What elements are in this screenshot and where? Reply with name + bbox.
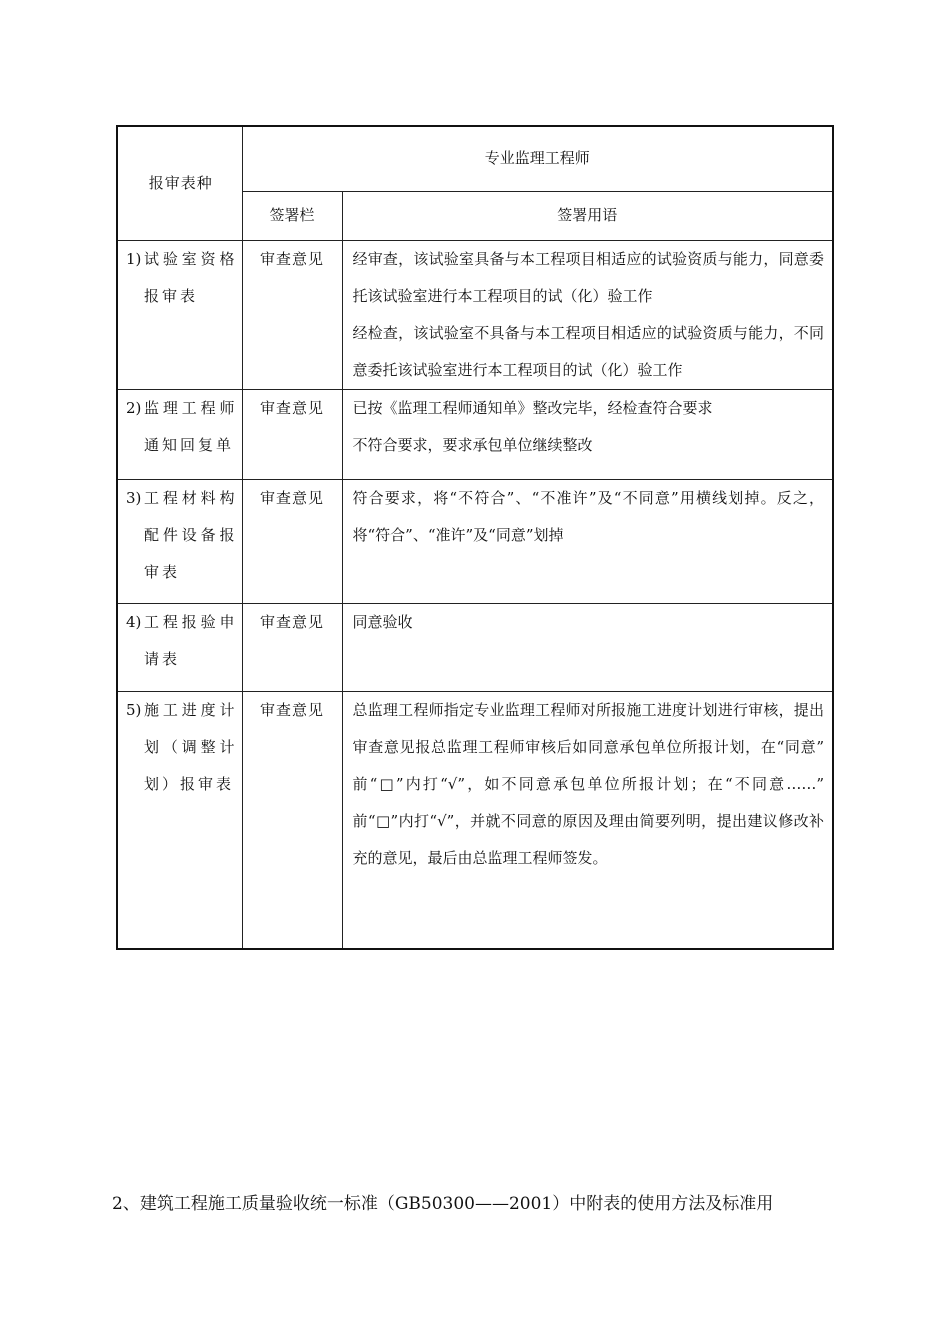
report-type-cell: 2) 监理工程师通知回复单 (117, 389, 242, 479)
report-type-cell: 1) 试验室资格报审表 (117, 240, 242, 389)
table-row (117, 603, 833, 691)
terms-column-header: 签署用语 (342, 191, 833, 240)
terms-cell (342, 603, 833, 691)
terms-paragraph: 同意验收 (352, 612, 413, 631)
terms-paragraph: 已按《监理工程师通知单》整改完毕，经检查符合要求 (352, 398, 713, 417)
report-type-cell: 4) 工程报验申请表 (117, 603, 242, 691)
table-row (117, 691, 833, 949)
terms-paragraph: 符合要求，将“不符合”、“不准许”及“不同意”用横线划掉。反之，将“符合”、“准许”及“同意”划掉 (352, 488, 825, 544)
opinion-cell: 审查意见 (242, 691, 342, 949)
terms-cell (342, 479, 833, 603)
table-row (117, 389, 833, 479)
terms-cell (342, 389, 833, 479)
opinion-cell: 审查意见 (242, 240, 342, 389)
section-heading: 2、建筑工程施工质量验收统一标准（GB50300——2001）中附表的使用方法及标准用 (112, 1194, 774, 1214)
table-row (117, 479, 833, 603)
terms-cell (342, 240, 833, 389)
terms-paragraph: 经检查，该试验室不具备与本工程项目相适应的试验资质与能力，不同意委托该试验室进行本工程项目的试（化）验工作 (352, 323, 825, 379)
opinion-cell: 审查意见 (242, 479, 342, 603)
terms-paragraph: 不符合要求，要求承包单位继续整改 (352, 435, 593, 454)
supervision-terms-table (116, 125, 834, 950)
report-type-cell: 5) 施工进度计划（调整计划）报审表 (117, 691, 242, 949)
terms-paragraph: 总监理工程师指定专业监理工程师对所报施工进度计划进行审核，提出审查意见报总监理工程师审核后如同意承包单位所报计划，在“同意” 前“□”内打“√”，如不同意承包单位所报计划；在“不同意……” 前“□”内打“√”，并就不同意的原因及理由简要列明，提出建议修改补充的意见，最后由总监理工程师签发。 (352, 700, 825, 867)
report-type-header: 报审表种 (117, 126, 242, 240)
table-header-row (117, 126, 833, 191)
engineer-header: 专业监理工程师 (242, 126, 833, 191)
terms-paragraph: 经审查，该试验室具备与本工程项目相适应的试验资质与能力，同意委托该试验室进行本工程项目的试（化）验工作 (352, 249, 825, 305)
table-row (117, 240, 833, 389)
opinion-cell: 审查意见 (242, 603, 342, 691)
opinion-cell: 审查意见 (242, 389, 342, 479)
sign-column-header: 签署栏 (242, 191, 342, 240)
report-type-cell: 3) 工程材料构配件设备报审表 (117, 479, 242, 603)
terms-cell (342, 691, 833, 949)
